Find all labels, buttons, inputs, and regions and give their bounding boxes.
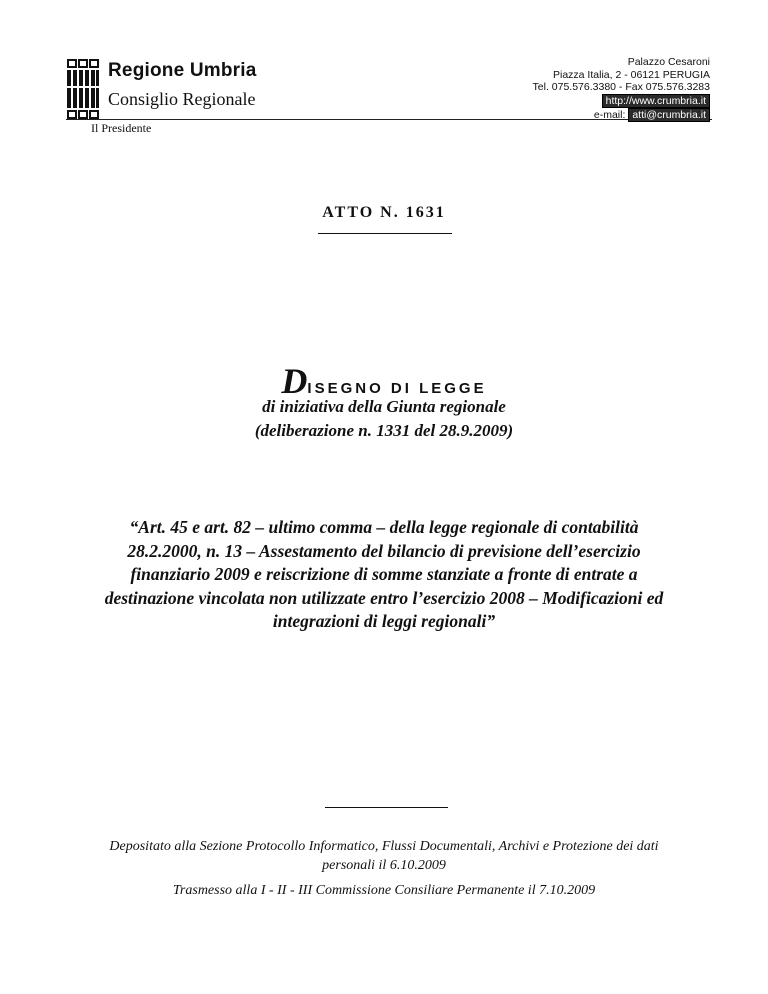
atto-number: ATTO N. 1631 [322, 204, 446, 221]
deposit-note: Depositato alla Sezione Protocollo Informatico, Flussi Documentali, Archivi e Protezione dei dati personali il 6.10.2009 [109, 839, 659, 873]
bill-subject: “Art. 45 e art. 82 – ultimo comma – della legge regionale di contabilità 28.2.2000, n. 13 – Assestamento del bilancio di previsione dell’esercizio finanziario 2009 e reiscrizione di somme stanziate a fronte di entrate a destinazione vincolata non utilizzate entro l’esercizio 2008 – Modificazioni ed integrazioni di leggi regionali” [104, 517, 664, 631]
regione-umbria-logo [66, 58, 100, 120]
email-label: e-mail: [593, 108, 626, 121]
contact-block [533, 56, 710, 122]
org-subtitle: Consiglio Regionale [108, 89, 256, 109]
website-link[interactable]: http://www.crumbria.it [602, 94, 710, 108]
address: Piazza Italia, 2 - 06121 PERUGIA [553, 68, 710, 81]
org-name: Regione Umbria [108, 60, 257, 81]
building-name: Palazzo Cesaroni [627, 56, 710, 68]
phone-fax: Tel. 075.576.3380 - Fax 075.576.3283 [532, 81, 710, 93]
title-rest: ISEGNO DI LEGGE [307, 380, 487, 397]
document-title [0, 360, 768, 402]
footer-divider [325, 807, 448, 808]
title-initial: D [281, 361, 308, 401]
role-label: Il Presidente [91, 121, 152, 135]
transmit-note: Trasmesso alla I - II - III Commissione Consiliare Permanente il 7.10.2009 [172, 883, 596, 898]
atto-underline [318, 233, 452, 234]
email-link[interactable]: atti@crumbria.it [628, 108, 710, 122]
initiative-line: di iniziativa della Giunta regionale [262, 397, 506, 416]
deliberation-line: (deliberazione n. 1331 del 28.9.2009) [254, 421, 514, 440]
